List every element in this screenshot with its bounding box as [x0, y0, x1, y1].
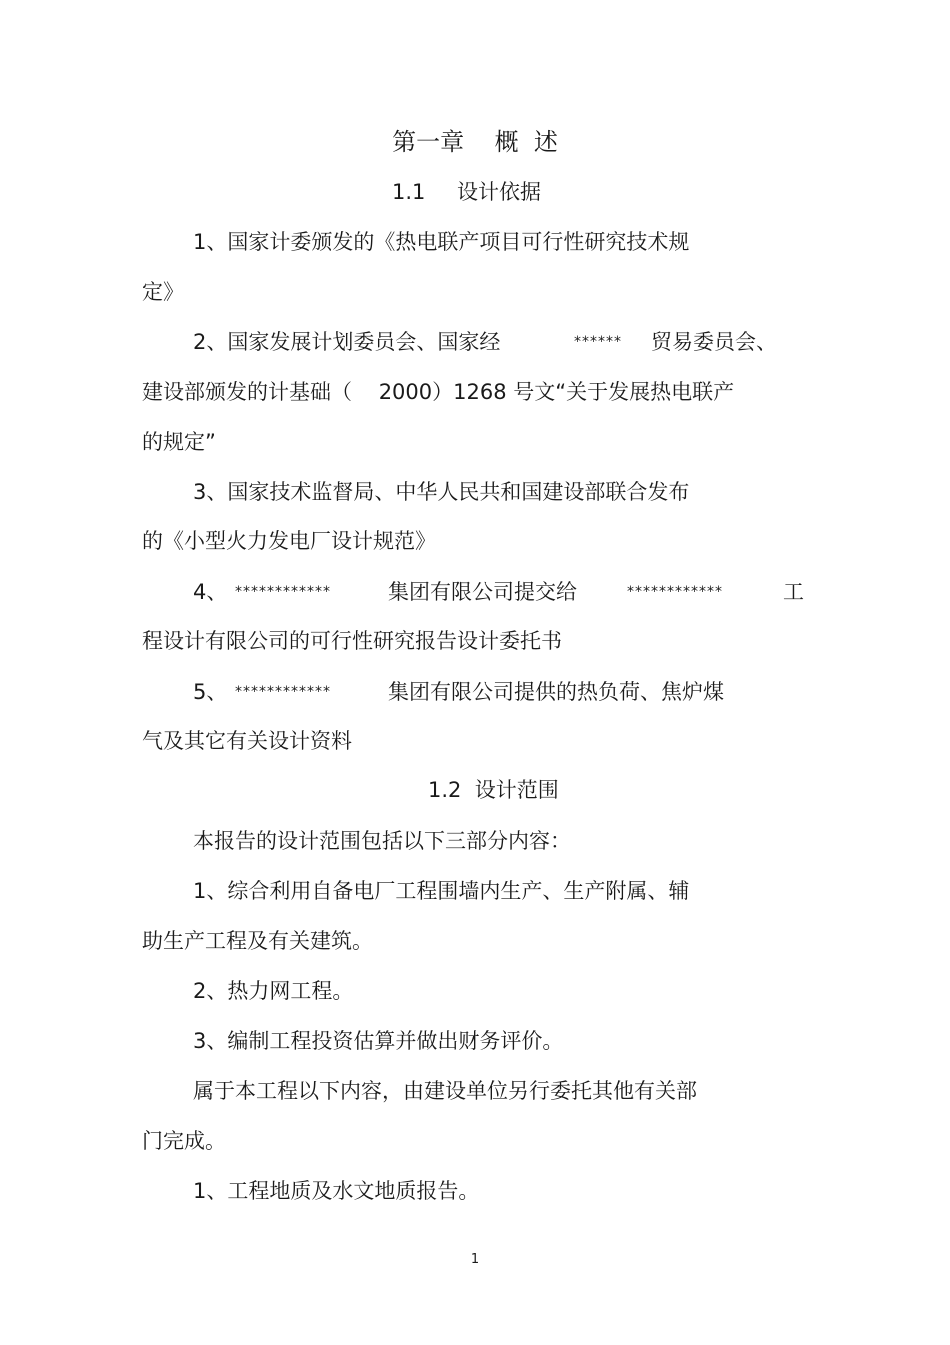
scope-item-3: 3、编制工程投资估算并做出财务评价。: [193, 1029, 564, 1053]
basis-item-3-line-1: 3、国家技术监督局、中华人民共和国建设部联合发布: [193, 480, 690, 504]
basis-item-5-redacted: ************: [235, 684, 331, 700]
page-number: 1: [470, 1252, 480, 1267]
scope-intro: 本报告的设计范围包括以下三部分内容：: [193, 829, 571, 853]
basis-item-5-line-2: 气及其它有关设计资料: [142, 729, 352, 753]
basis-item-1-line-1: 1、国家计委颁发的《热电联产项目可行性研究技术规: [193, 230, 690, 254]
basis-item-4-end: 工: [783, 580, 804, 604]
scope-other-item-1: 1、工程地质及水文地质报告。: [193, 1179, 480, 1203]
section-1-1-title: 设计依据: [457, 180, 541, 204]
basis-item-2-line-2: 建设部颁发的计基础（ 2000）1268 号文“关于发展热电联产: [142, 380, 735, 404]
basis-item-5-rest: 集团有限公司提供的热负荷、焦炉煤: [388, 680, 724, 704]
basis-item-4-line-2: 程设计有限公司的可行性研究报告设计委托书: [142, 629, 562, 653]
scope-other-line-1: 属于本工程以下内容，由建设单位另行委托其他有关部: [193, 1079, 697, 1103]
basis-item-4-redacted-2: ************: [627, 584, 723, 600]
basis-item-2-line-1b: 贸易委员会、: [651, 330, 777, 354]
basis-item-1-line-2: 定》: [142, 280, 184, 304]
basis-item-2-line-1a: 2、国家发展计划委员会、国家经: [193, 330, 501, 354]
chapter-title: 第一章 概 述: [392, 128, 558, 156]
scope-item-2: 2、热力网工程。: [193, 979, 354, 1003]
basis-item-2-redacted: ******: [574, 334, 622, 350]
basis-item-3-line-2: 的《小型火力发电厂设计规范》: [142, 529, 436, 553]
section-1-2-heading: 1.2 设计范围: [428, 778, 559, 802]
basis-item-4-prefix: 4、: [193, 580, 228, 604]
basis-item-4-redacted-1: ************: [235, 584, 331, 600]
basis-item-4-mid: 集团有限公司提交给: [388, 580, 577, 604]
section-1-1-number: 1.1: [392, 180, 426, 204]
scope-other-line-2: 门完成。: [142, 1129, 226, 1153]
basis-item-5-prefix: 5、: [193, 680, 228, 704]
basis-item-2-line-3: 的规定”: [142, 430, 216, 454]
scope-item-1-line-1: 1、综合利用自备电厂工程围墙内生产、生产附属、辅: [193, 879, 690, 903]
scope-item-1-line-2: 助生产工程及有关建筑。: [142, 929, 373, 953]
